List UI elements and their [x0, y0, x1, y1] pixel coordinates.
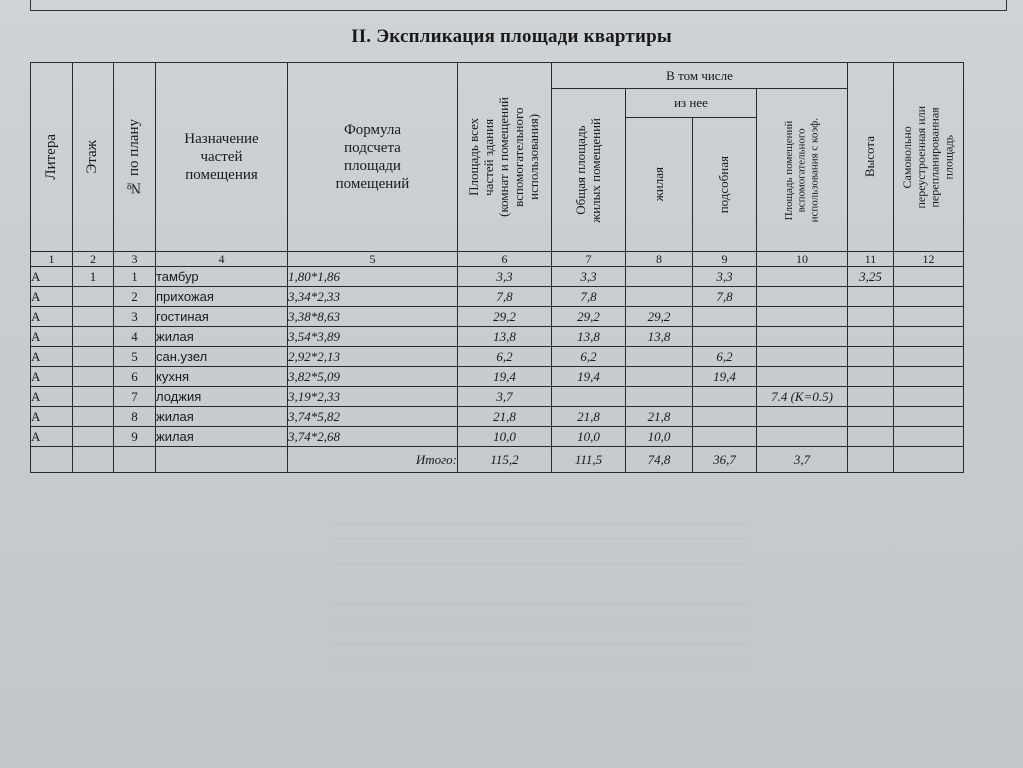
cell-floor [73, 367, 114, 387]
cell-aux-coef [757, 267, 848, 287]
col-number: 10 [757, 252, 848, 267]
cell-self-built [894, 427, 964, 447]
cell-height [848, 427, 894, 447]
table-row [31, 387, 964, 407]
cell-auxiliary [693, 307, 757, 327]
header-floor: Этаж [73, 63, 114, 252]
total-living-area: 111,5 [552, 447, 626, 473]
cell-area: 13,8 [458, 327, 552, 347]
cell-aux-coef [757, 367, 848, 387]
col-number: 3 [114, 252, 156, 267]
table-row [31, 287, 964, 307]
table-row [31, 327, 964, 347]
cell-total-living: 7,8 [552, 287, 626, 307]
cell-floor [73, 327, 114, 347]
cell-purpose: тамбур [156, 267, 288, 287]
cell-total-living: 6,2 [552, 347, 626, 367]
cell-aux-coef [757, 427, 848, 447]
table-row [31, 427, 964, 447]
cell-formula: 3,34*2,33 [288, 287, 458, 307]
cell-height [848, 387, 894, 407]
col-number: 11 [848, 252, 894, 267]
cell-plan-number: 2 [114, 287, 156, 307]
col-number: 5 [288, 252, 458, 267]
cell-floor [73, 387, 114, 407]
reverse-side-bleed [330, 505, 750, 665]
cell-aux-coef [757, 307, 848, 327]
header-litera: Литера [31, 63, 73, 252]
cell-self-built [894, 307, 964, 327]
column-number-row [31, 252, 964, 267]
header-of-which: из нее [626, 89, 757, 118]
totals-row [31, 447, 964, 473]
cell-auxiliary [693, 407, 757, 427]
cell-plan-number: 7 [114, 387, 156, 407]
col-number: 12 [894, 252, 964, 267]
cell-height [848, 347, 894, 367]
header-auxiliary: подсобная [693, 118, 757, 252]
header-total-area: Площадь всех частей здания (комнат и помещений вспомогательного использования) [458, 63, 552, 252]
cell-height [848, 327, 894, 347]
cell-aux-coef [757, 287, 848, 307]
cell-plan-number: 8 [114, 407, 156, 427]
cell-auxiliary [693, 387, 757, 407]
cell-self-built [894, 267, 964, 287]
cell-formula: 3,19*2,33 [288, 387, 458, 407]
total-auxiliary: 36,7 [693, 447, 757, 473]
cell-living: 13,8 [626, 327, 693, 347]
cell-purpose: жилая [156, 407, 288, 427]
cell-litera: А [31, 387, 73, 407]
cell-living [626, 387, 693, 407]
cell-plan-number: 6 [114, 367, 156, 387]
cell-area: 3,3 [458, 267, 552, 287]
header-total-living: Общая площадь жилых помещений [552, 89, 626, 252]
cell-formula: 2,92*2,13 [288, 347, 458, 367]
cell-area: 6,2 [458, 347, 552, 367]
cell-aux-coef [757, 407, 848, 427]
cell-self-built [894, 387, 964, 407]
cell-plan-number: 5 [114, 347, 156, 367]
cell-living [626, 347, 693, 367]
cell-litera: А [31, 367, 73, 387]
header-purpose: Назначение частей помещения [156, 63, 288, 252]
header-height: Высота [848, 63, 894, 252]
cell-auxiliary: 19,4 [693, 367, 757, 387]
col-number: 8 [626, 252, 693, 267]
total-area: 115,2 [458, 447, 552, 473]
col-number: 6 [458, 252, 552, 267]
cell-floor [73, 307, 114, 327]
cell-living [626, 367, 693, 387]
cell-total-living: 13,8 [552, 327, 626, 347]
cell-height: 3,25 [848, 267, 894, 287]
cell-purpose: сан.узел [156, 347, 288, 367]
cell-total-living [552, 387, 626, 407]
cell-auxiliary [693, 427, 757, 447]
cell-aux-coef [757, 327, 848, 347]
table-row [31, 267, 964, 287]
cell-formula: 3,74*2,68 [288, 427, 458, 447]
cell-plan-number: 4 [114, 327, 156, 347]
cell-height [848, 287, 894, 307]
cell-floor: 1 [73, 267, 114, 287]
cell-total-living: 3,3 [552, 267, 626, 287]
col-number: 4 [156, 252, 288, 267]
cell-floor [73, 407, 114, 427]
table-row [31, 307, 964, 327]
cell-living: 21,8 [626, 407, 693, 427]
cell-litera: А [31, 307, 73, 327]
col-number: 2 [73, 252, 114, 267]
cell-floor [73, 347, 114, 367]
cell-total-living: 10,0 [552, 427, 626, 447]
document-title: II. Экспликация площади квартиры [351, 26, 672, 47]
cell-purpose: прихожая [156, 287, 288, 307]
cell-area: 7,8 [458, 287, 552, 307]
top-frame-remnant [30, 0, 1007, 11]
cell-formula: 3,54*3,89 [288, 327, 458, 347]
col-number: 7 [552, 252, 626, 267]
header-including: В том числе [552, 63, 848, 89]
cell-litera: А [31, 347, 73, 367]
total-residential: 74,8 [626, 447, 693, 473]
totals-label: Итого: [288, 447, 458, 473]
cell-floor [73, 427, 114, 447]
cell-formula: 3,38*8,63 [288, 307, 458, 327]
cell-total-living: 19,4 [552, 367, 626, 387]
col-number: 1 [31, 252, 73, 267]
cell-auxiliary: 7,8 [693, 287, 757, 307]
cell-total-living: 29,2 [552, 307, 626, 327]
cell-purpose: гостиная [156, 307, 288, 327]
cell-height [848, 307, 894, 327]
table-row [31, 367, 964, 387]
cell-litera: А [31, 327, 73, 347]
cell-aux-coef [757, 347, 848, 367]
cell-litera: А [31, 407, 73, 427]
header-self-built: Самовольно переустроенная или перепланированная площадь [894, 63, 964, 252]
cell-floor [73, 287, 114, 307]
cell-auxiliary: 3,3 [693, 267, 757, 287]
cell-formula: 3,74*5,82 [288, 407, 458, 427]
cell-formula: 1,80*1,86 [288, 267, 458, 287]
cell-area: 3,7 [458, 387, 552, 407]
table-row [31, 347, 964, 367]
cell-living [626, 287, 693, 307]
cell-purpose: кухня [156, 367, 288, 387]
header-plan-number: № по плану [114, 63, 156, 252]
cell-area: 29,2 [458, 307, 552, 327]
cell-area: 19,4 [458, 367, 552, 387]
cell-self-built [894, 347, 964, 367]
cell-self-built [894, 407, 964, 427]
cell-litera: А [31, 427, 73, 447]
cell-self-built [894, 287, 964, 307]
cell-plan-number: 1 [114, 267, 156, 287]
cell-area: 21,8 [458, 407, 552, 427]
cell-formula: 3,82*5,09 [288, 367, 458, 387]
cell-self-built [894, 367, 964, 387]
cell-height [848, 367, 894, 387]
cell-purpose: лоджия [156, 387, 288, 407]
cell-purpose: жилая [156, 327, 288, 347]
header-aux-coef: Площадь помещений вспомогательного использования с коэф. [757, 89, 848, 252]
cell-height [848, 407, 894, 427]
cell-total-living: 21,8 [552, 407, 626, 427]
header-living: жилая [626, 118, 693, 252]
cell-aux-coef: 7.4 (K=0.5) [757, 387, 848, 407]
cell-auxiliary: 6,2 [693, 347, 757, 367]
col-number: 9 [693, 252, 757, 267]
cell-self-built [894, 327, 964, 347]
cell-litera: А [31, 287, 73, 307]
cell-living: 29,2 [626, 307, 693, 327]
table-row [31, 407, 964, 427]
cell-living [626, 267, 693, 287]
cell-plan-number: 9 [114, 427, 156, 447]
cell-area: 10,0 [458, 427, 552, 447]
cell-purpose: жилая [156, 427, 288, 447]
cell-plan-number: 3 [114, 307, 156, 327]
cell-litera: А [31, 267, 73, 287]
total-aux-coef: 3,7 [757, 447, 848, 473]
explication-table [30, 62, 964, 473]
header-formula: Формула подсчета площади помещений [288, 63, 458, 252]
cell-auxiliary [693, 327, 757, 347]
cell-living: 10,0 [626, 427, 693, 447]
